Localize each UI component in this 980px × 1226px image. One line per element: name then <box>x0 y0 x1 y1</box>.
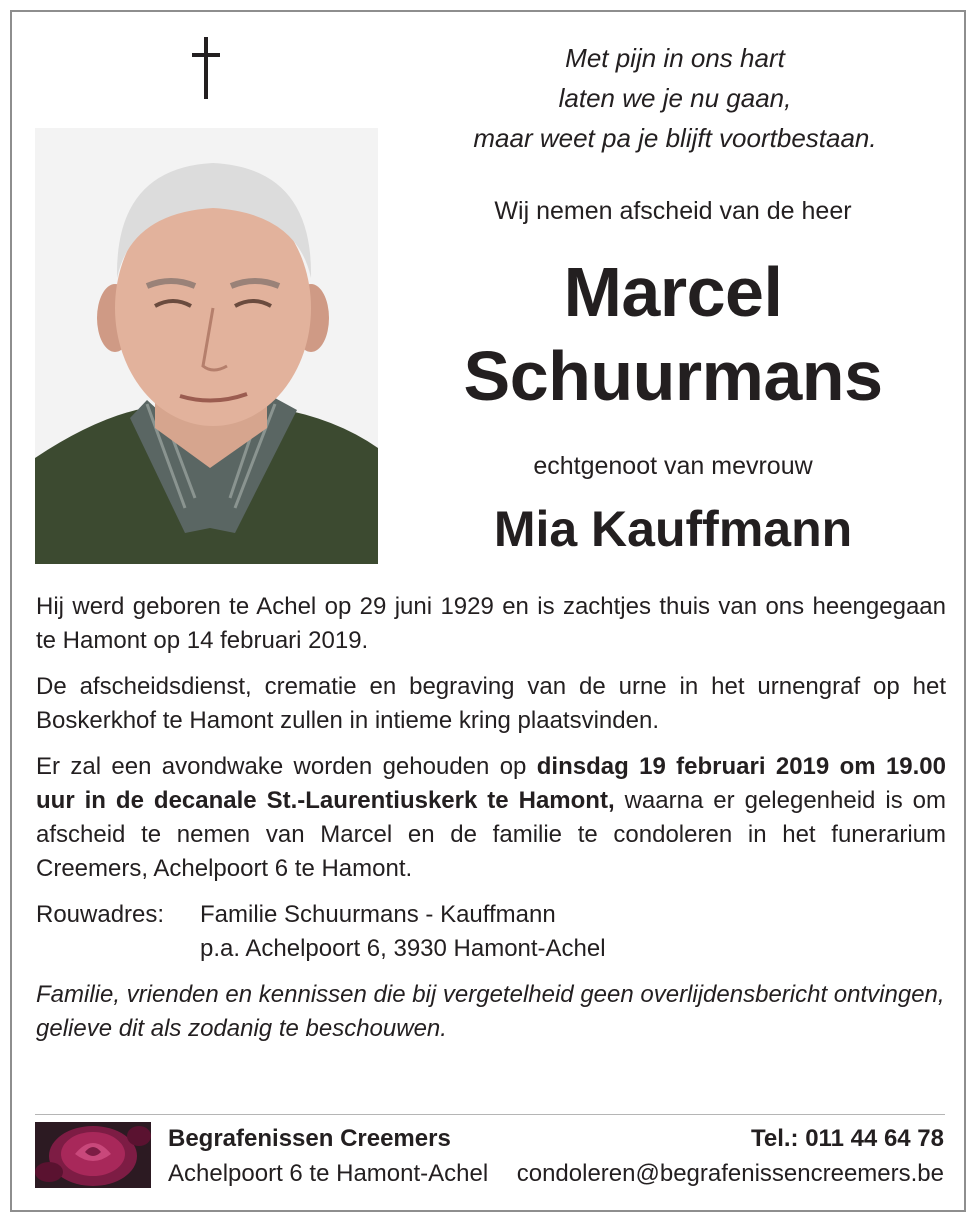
cross-icon <box>188 35 224 101</box>
wake-paragraph <box>36 750 946 886</box>
address-line-1: Familie Schuurmans - Kauffmann <box>200 901 556 928</box>
wake-text-before: Er zal een avondwake worden gehouden op <box>36 753 537 780</box>
deceased-first-name: Marcel <box>563 253 783 331</box>
funeral-company-phone: Tel.: 011 44 64 78 <box>750 1125 944 1152</box>
poem-line: laten we je nu gaan, <box>558 83 792 113</box>
deceased-name <box>410 250 936 418</box>
notice-body <box>36 590 946 1046</box>
closing-note: Familie, vrienden en kennissen die bij vergetelheid geen overlijdensbericht ontvingen, gelieve dit als zodanig te beschouwen. <box>36 981 945 1042</box>
wake-date-location: dinsdag 19 februari 2019 om 19.00 uur in de decanale St.-Laurentiuskerk te Hamont, <box>36 753 947 814</box>
mourning-address <box>36 898 946 966</box>
poem <box>410 38 940 158</box>
footer-divider <box>35 1114 945 1115</box>
funeral-company-name: Begrafenissen Creemers <box>168 1125 451 1152</box>
funeral-company-address: Achelpoort 6 te Hamont-Achel <box>168 1160 489 1187</box>
spouse-intro: echtgenoot van mevrouw <box>533 452 813 480</box>
spouse-name: Mia Kauffmann <box>493 501 853 557</box>
deceased-last-name: Schuurmans <box>463 337 883 415</box>
poem-line: maar weet pa je blijft voortbestaan. <box>473 123 877 153</box>
portrait-photo <box>35 128 378 564</box>
wake-text-after: waarna er gelegenheid is om afscheid te nemen van Marcel en de familie te condoleren in het funerarium Creemers, Achelpoort 6 te Hamont. <box>36 787 947 882</box>
address-label: Rouwadres: <box>36 901 165 928</box>
funeral-company-email[interactable]: condoleren@begrafenissencreemers.be <box>516 1160 944 1187</box>
poem-line: Met pijn in ons hart <box>565 43 785 73</box>
ceremony-paragraph: De afscheidsdienst, crematie en begraving van de urne in het urnengraf op het Boskerkhof te Hamont zullen in intieme kring plaatsvinden. <box>36 673 946 734</box>
rose-image <box>35 1122 151 1188</box>
birth-death-paragraph: Hij werd geboren te Achel op 29 juni 1929 en is zachtjes thuis van ons heengegaan te Hamont op 14 februari 2019. <box>36 593 946 654</box>
intro-text: Wij nemen afscheid van de heer <box>494 197 852 225</box>
address-line-2: p.a. Achelpoort 6, 3930 Hamont-Achel <box>200 935 606 962</box>
